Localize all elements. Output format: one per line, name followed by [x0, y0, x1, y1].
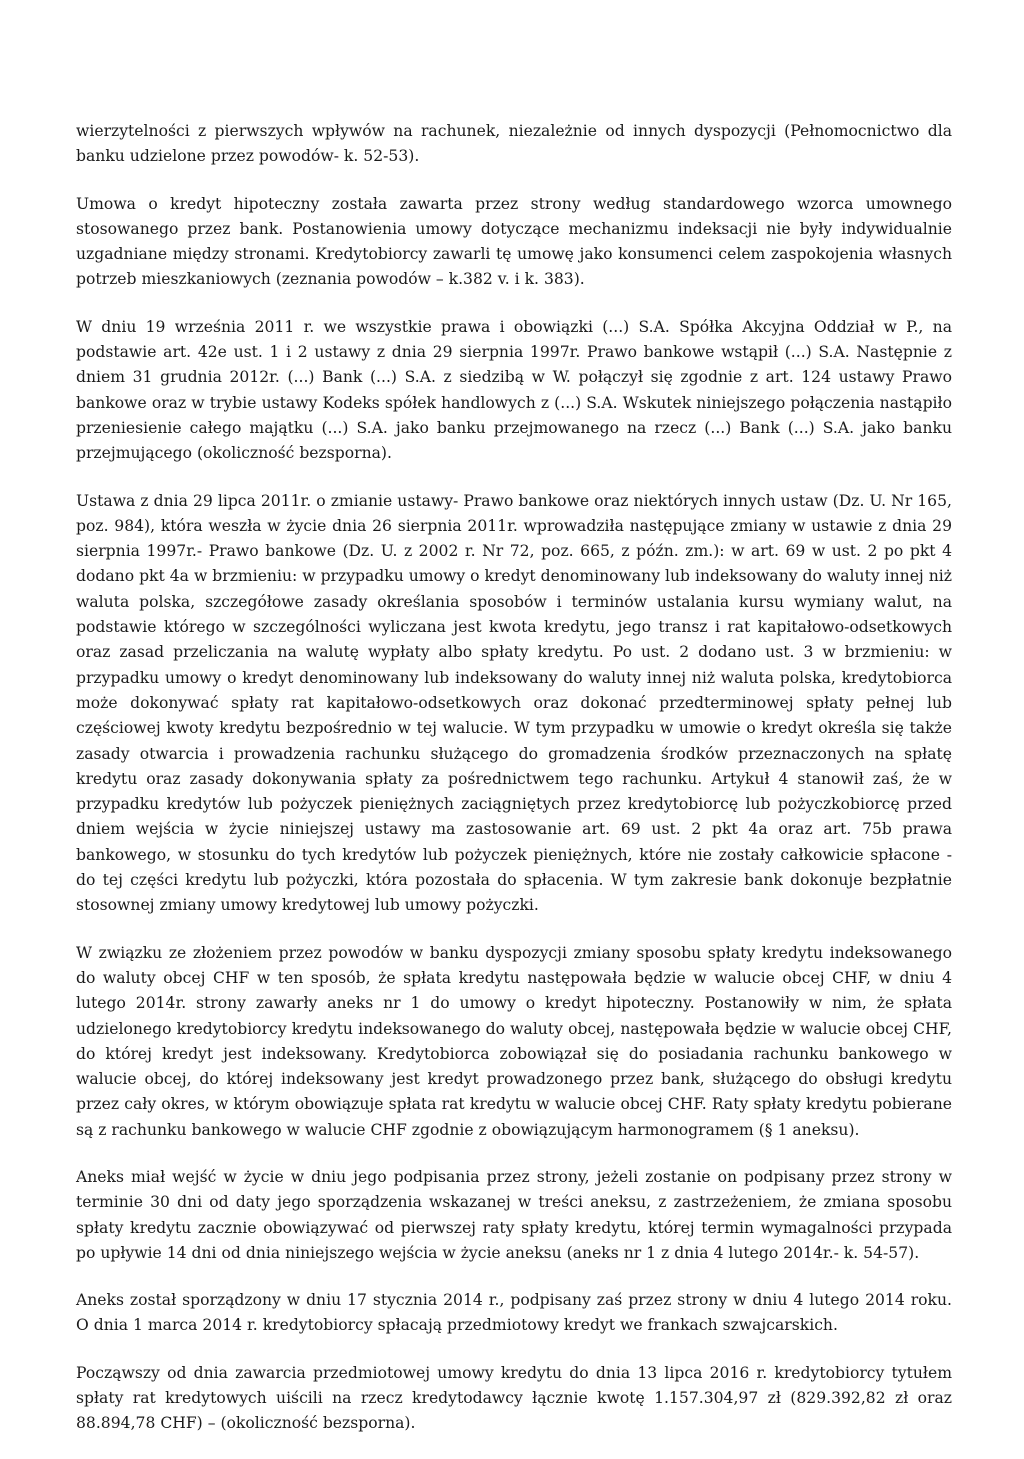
paragraph-total-repayment: Począwszy od dnia zawarcia przedmiotowej umowy kredytu do dnia 13 lipca 2016 r. kredytobiorcy tytułem spłaty rat kredytowych uiścili na rzecz kredytodawcy łącznie kwotę 1.157.304,97 zł (829.392,82 zł oraz 88.894,78 CHF) – (okoliczność bezsporna).: [76, 1363, 952, 1433]
paragraph-standard-contract: Umowa o kredyt hipoteczny została zawarta przez strony według standardowego wzorca umownego stosowanego przez bank. Postanowienia umowy dotyczące mechanizmu indeksacji nie były indywidualnie uzgadniane między stronami. Kredytobiorcy zawarli tę umowę jako konsumenci celem zaspokojenia własnych potrzeb mieszkaniowych (zeznania powodów – k.382 v. i k. 383).: [76, 194, 952, 289]
document-body: [76, 119, 952, 1459]
paragraph-bank-merger: W dniu 19 września 2011 r. we wszystkie prawa i obowiązki (...) S.A. Spółka Akcyjna Oddział w P., na podstawie art. 42e ust. 1 i 2 ustawy z dnia 29 sierpnia 1997r. Prawo bankowe wstąpił (...) S.A. Następnie z dniem 31 grudnia 2012r. (...) Bank (...) S.A. z siedzibą w W. połączył się zgodnie z art. 124 ustawy Prawo bankowe oraz w trybie ustawy Kodeks spółek handlowych z (...) S.A. Wskutek niniejszego połączenia nastąpiło przeniesienie całego majątku (...) S.A. jako banku przejmowanego na rzecz (...) Bank (...) S.A. jako banku przejmującego (okoliczność bezsporna).: [76, 317, 952, 463]
paragraph-annex-effective-date: Aneks miał wejść w życie w dniu jego podpisania przez strony, jeżeli zostanie on podpisany przez strony w terminie 30 dni od daty jego sporządzenia wskazanej w treści aneksu, z zastrzeżeniem, że zmiana sposobu spłaty kredytu zacznie obowiązywać od pierwszej raty spłaty kredytu, której termin wymagalności przypada po upływie 14 dni od dnia niniejszego wejścia w życie aneksu (aneks nr 1 z dnia 4 lutego 2014r.- k. 54-57).: [76, 1167, 952, 1262]
paragraph-banking-law-amendment: Ustawa z dnia 29 lipca 2011r. o zmianie ustawy- Prawo bankowe oraz niektórych innych ustaw (Dz. U. Nr 165, poz. 984), która weszła w życie dnia 26 sierpnia 2011r. wprowadziła następujące zmiany w ustawie z dnia 29 sierpnia 1997r.- Prawo bankowe (Dz. U. z 2002 r. Nr 72, poz. 665, z późn. zm.): w art. 69 w ust. 2 po pkt 4 dodano pkt 4a w brzmieniu: w przypadku umowy o kredyt denominowany lub indeksowany do waluty innej niż waluta polska, szczegółowe zasady określania sposobów i terminów ustalania kursu wymiany walut, na podstawie którego w szczególności wyliczana jest kwota kredytu, jego transz i rat kapitałowo-odsetkowych oraz zasad przeliczania na walutę wypłaty albo spłaty kredytu. Po ust. 2 dodano ust. 3 w brzmieniu: w przypadku umowy o kredyt denominowany lub indeksowany do waluty innej niż waluta polska, kredytobiorca może dokonywać spłaty rat kapitałowo-odsetkowych oraz dokonać przedterminowej spłaty pełnej lub częściowej kwoty kredytu bezpośrednio w tej walucie. W tym przypadku w umowie o kredyt określa się także zasady otwarcia i prowadzenia rachunku służącego do gromadzenia środków przeznaczonych na spłatę kredytu oraz zasady dokonywania spłaty za pośrednictwem tego rachunku. Artykuł 4 stanowił zaś, że w przypadku kredytów lub pożyczek pieniężnych zaciągniętych przez kredytobiorcę lub pożyczkobiorcę przed dniem wejścia w życie niniejszej ustawy ma zastosowanie art. 69 ust. 2 pkt 4a oraz art. 75b prawa bankowego, w stosunku do tych kredytów lub pożyczek pieniężnych, które nie zostały całkowicie spłacone - do tej części kredytu lub pożyczki, która pozostała do spłacenia. W tym zakresie bank dokonuje bezpłatnie stosownej zmiany umowy kredytowej lub umowy pożyczki.: [76, 491, 952, 915]
paragraph-annex-signing: Aneks został sporządzony w dniu 17 stycznia 2014 r., podpisany zaś przez strony w dniu 4 lutego 2014 roku. O dnia 1 marca 2014 r. kredytobiorcy spłacają przedmiotowy kredyt we frankach szwajcarskich.: [76, 1291, 952, 1335]
paragraph-annex-chf-repayment: W związku ze złożeniem przez powodów w banku dyspozycji zmiany sposobu spłaty kredytu indeksowanego do waluty obcej CHF w ten sposób, że spłata kredytu następowała będzie w walucie obcej CHF, w dniu 4 lutego 2014r. strony zawarły aneks nr 1 do umowy o kredyt hipoteczny. Postanowiły w nim, że spłata udzielonego kredytobiorcy kredytu indeksowanego do waluty obcej, następowała będzie w walucie obcej CHF, do której kredyt jest indeksowany. Kredytobiorca zobowiązał się do posiadania rachunku bankowego w walucie obcej, do której indeksowany jest kredyt prowadzonego przez bank, służącego do obsługi kredytu przez cały okres, w którym obowiązuje spłata rat kredytu w walucie obcej CHF. Raty spłaty kredytu pobierane są z rachunku bankowego w walucie CHF zgodnie z obowiązującym harmonogramem (§ 1 aneksu).: [76, 943, 952, 1139]
paragraph-power-of-attorney: wierzytelności z pierwszych wpływów na rachunek, niezależnie od innych dyspozycji (Pełnomocnictwo dla banku udzielone przez powodów- k. 52-53).: [76, 122, 952, 166]
